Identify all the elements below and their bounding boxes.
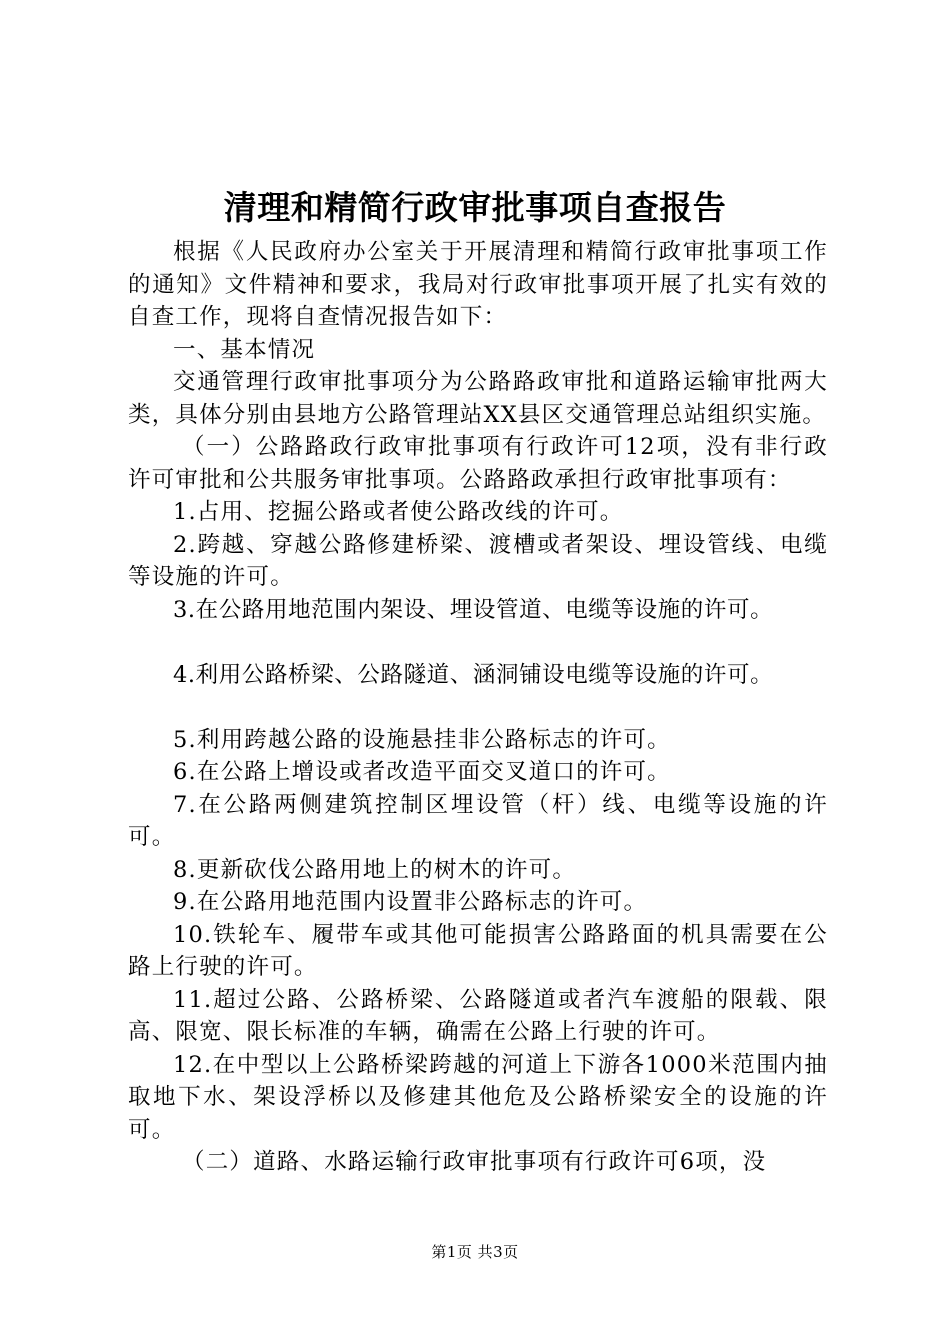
list-item-10: 10.铁轮车、履带车或其他可能损害公路路面的机具需要在公路上行驶的许可。 — [128, 921, 828, 980]
list-item-11: 11.超过公路、公路桥梁、公路隧道或者汽车渡船的限载、限高、限宽、限长标准的车辆，确需在公路上行驶的许可。 — [128, 986, 828, 1045]
list-item-9: 9.在公路用地范围内设置非公路标志的许可。 — [173, 889, 648, 915]
paragraph-section-2: （二）道路、水路运输行政审批事项有行政许可6项，没 — [182, 1149, 767, 1175]
list-item-2: 2.跨越、穿越公路修建桥梁、渡槽或者架设、埋设管线、电缆等设施的许可。 — [128, 531, 828, 590]
paragraph-intro: 根据《人民政府办公室关于开展清理和精简行政审批事项工作的通知》文件精神和要求，我局对行政审批事项开展了扎实有效的自查工作，现将自查情况报告如下： — [128, 239, 828, 330]
paragraph-overview: 交通管理行政审批事项分为公路路政审批和道路运输审批两大类，具体分别由县地方公路管理站XX县区交通管理总站组织实施。 — [128, 369, 828, 428]
document-body — [128, 236, 828, 1179]
list-item-8: 8.更新砍伐公路用地上的树木的许可。 — [173, 856, 577, 883]
list-item-12: 12.在中型以上公路桥梁跨越的河道上下游各1000米范围内抽取地下水、架设浮桥以及修建其他危及公路桥梁安全的设施的许可。 — [128, 1051, 828, 1143]
list-item-3: 3.在公路用地范围内架设、埋设管道、电缆等设施的许可。 — [173, 596, 774, 623]
list-item-4: 4.利用公路桥梁、公路隧道、涵洞铺设电缆等设施的许可。 — [173, 661, 774, 688]
heading-basic-situation: 一、基本情况 — [173, 336, 316, 363]
list-item-6: 6.在公路上增设或者改造平面交叉道口的许可。 — [173, 759, 671, 785]
page-number-footer: 第1页 共3页 — [431, 1243, 519, 1261]
list-item-5: 5.利用跨越公路的设施悬挂非公路标志的许可。 — [173, 726, 671, 753]
list-item-1: 1.占用、挖掘公路或者使公路改线的许可。 — [173, 499, 624, 525]
list-item-7: 7.在公路两侧建筑控制区埋设管（杆）线、电缆等设施的许可。 — [128, 791, 828, 850]
document-title: 清理和精简行政审批事项自查报告 — [223, 188, 727, 227]
paragraph-section-1: （一）公路路政行政审批事项有行政许可12项，没有非行政许可审批和公共服务审批事项。公路路政承担行政审批事项有： — [128, 434, 828, 493]
